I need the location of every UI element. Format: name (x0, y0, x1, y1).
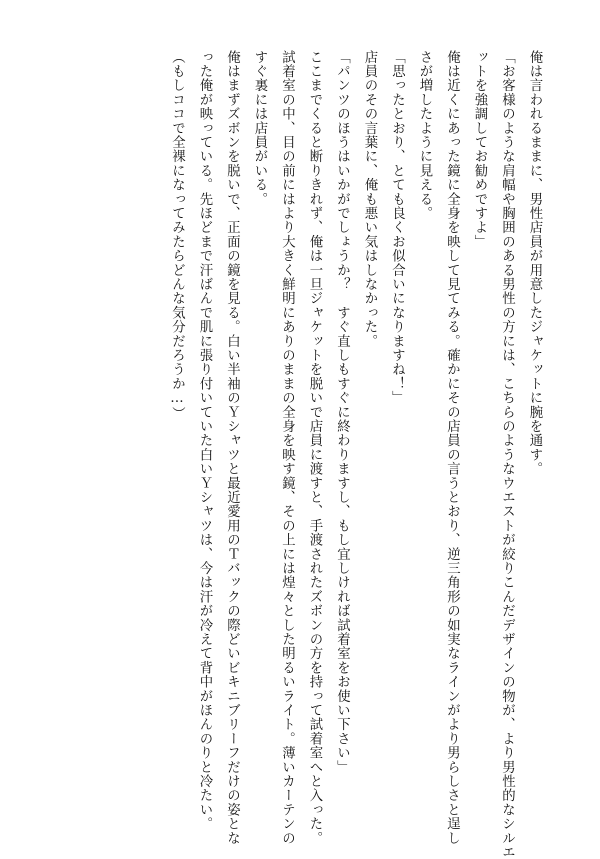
text-line-11: すぐ裏には店員がいる。 (252, 50, 267, 207)
text-line-7: 店員のその言葉に、俺も悪い気はしなかった。 (362, 50, 377, 349)
text-line-4: 俺は近くにあった鏡に全身を映して見てみる。確かにその店員の言うとおり、逆三角形の如実なラインがより男らしさと逞し (444, 50, 460, 846)
text-line-1: 俺は言われるままに、男性店員が用意したジャケットに腕を通す。 (527, 50, 542, 476)
text-line-14: （もしココで全裸になってみたらどんな気分だろうか…） (169, 50, 185, 421)
text-line-3: ットを強調してお勧めですよ」 (472, 50, 487, 249)
text-line-6: 「思ったとおり、とても良くお似合いになりますね！」 (389, 50, 405, 405)
text-line-2: 「お客様のような肩幅や胸囲のある男性の方には、こちらのようなウエストが絞りこんだデザインの物が、より男性的なシルエ (499, 50, 515, 859)
text-line-10: 試着室の中、目の前にはより大きく鮮明にありのままの全身を映す鏡、その上には煌々とした明るいライト。薄いカーテンの (279, 50, 295, 846)
text-line-8: 「パンツのほうはいかがでしょうか？ すぐ直しもすぐに終わりますし、もし宜しければ試着室をお使い下さい」 (334, 50, 350, 775)
text-line-13: った俺が映っている。先ほどまで汗ばんで肌に張り付いていた白いＹシャツは、今は汗が冷えて背中がほんのりと冷たい。 (197, 50, 212, 831)
vertical-text-body (163, 50, 548, 859)
text-line-5: さが増したように見える。 (417, 50, 432, 221)
text-line-12: 俺はまずズボンを脱いで、正面の鏡を見る。白い半袖のＹシャツと最近愛用のＴバックの際どいビキニブリーフだけの姿とな (224, 50, 240, 846)
text-line-9: ここまでくると断りきれず、俺は一旦ジャケットを脱いで店員に渡すと、手渡されたズボンの方を持って試着室へと入った。 (307, 50, 322, 846)
